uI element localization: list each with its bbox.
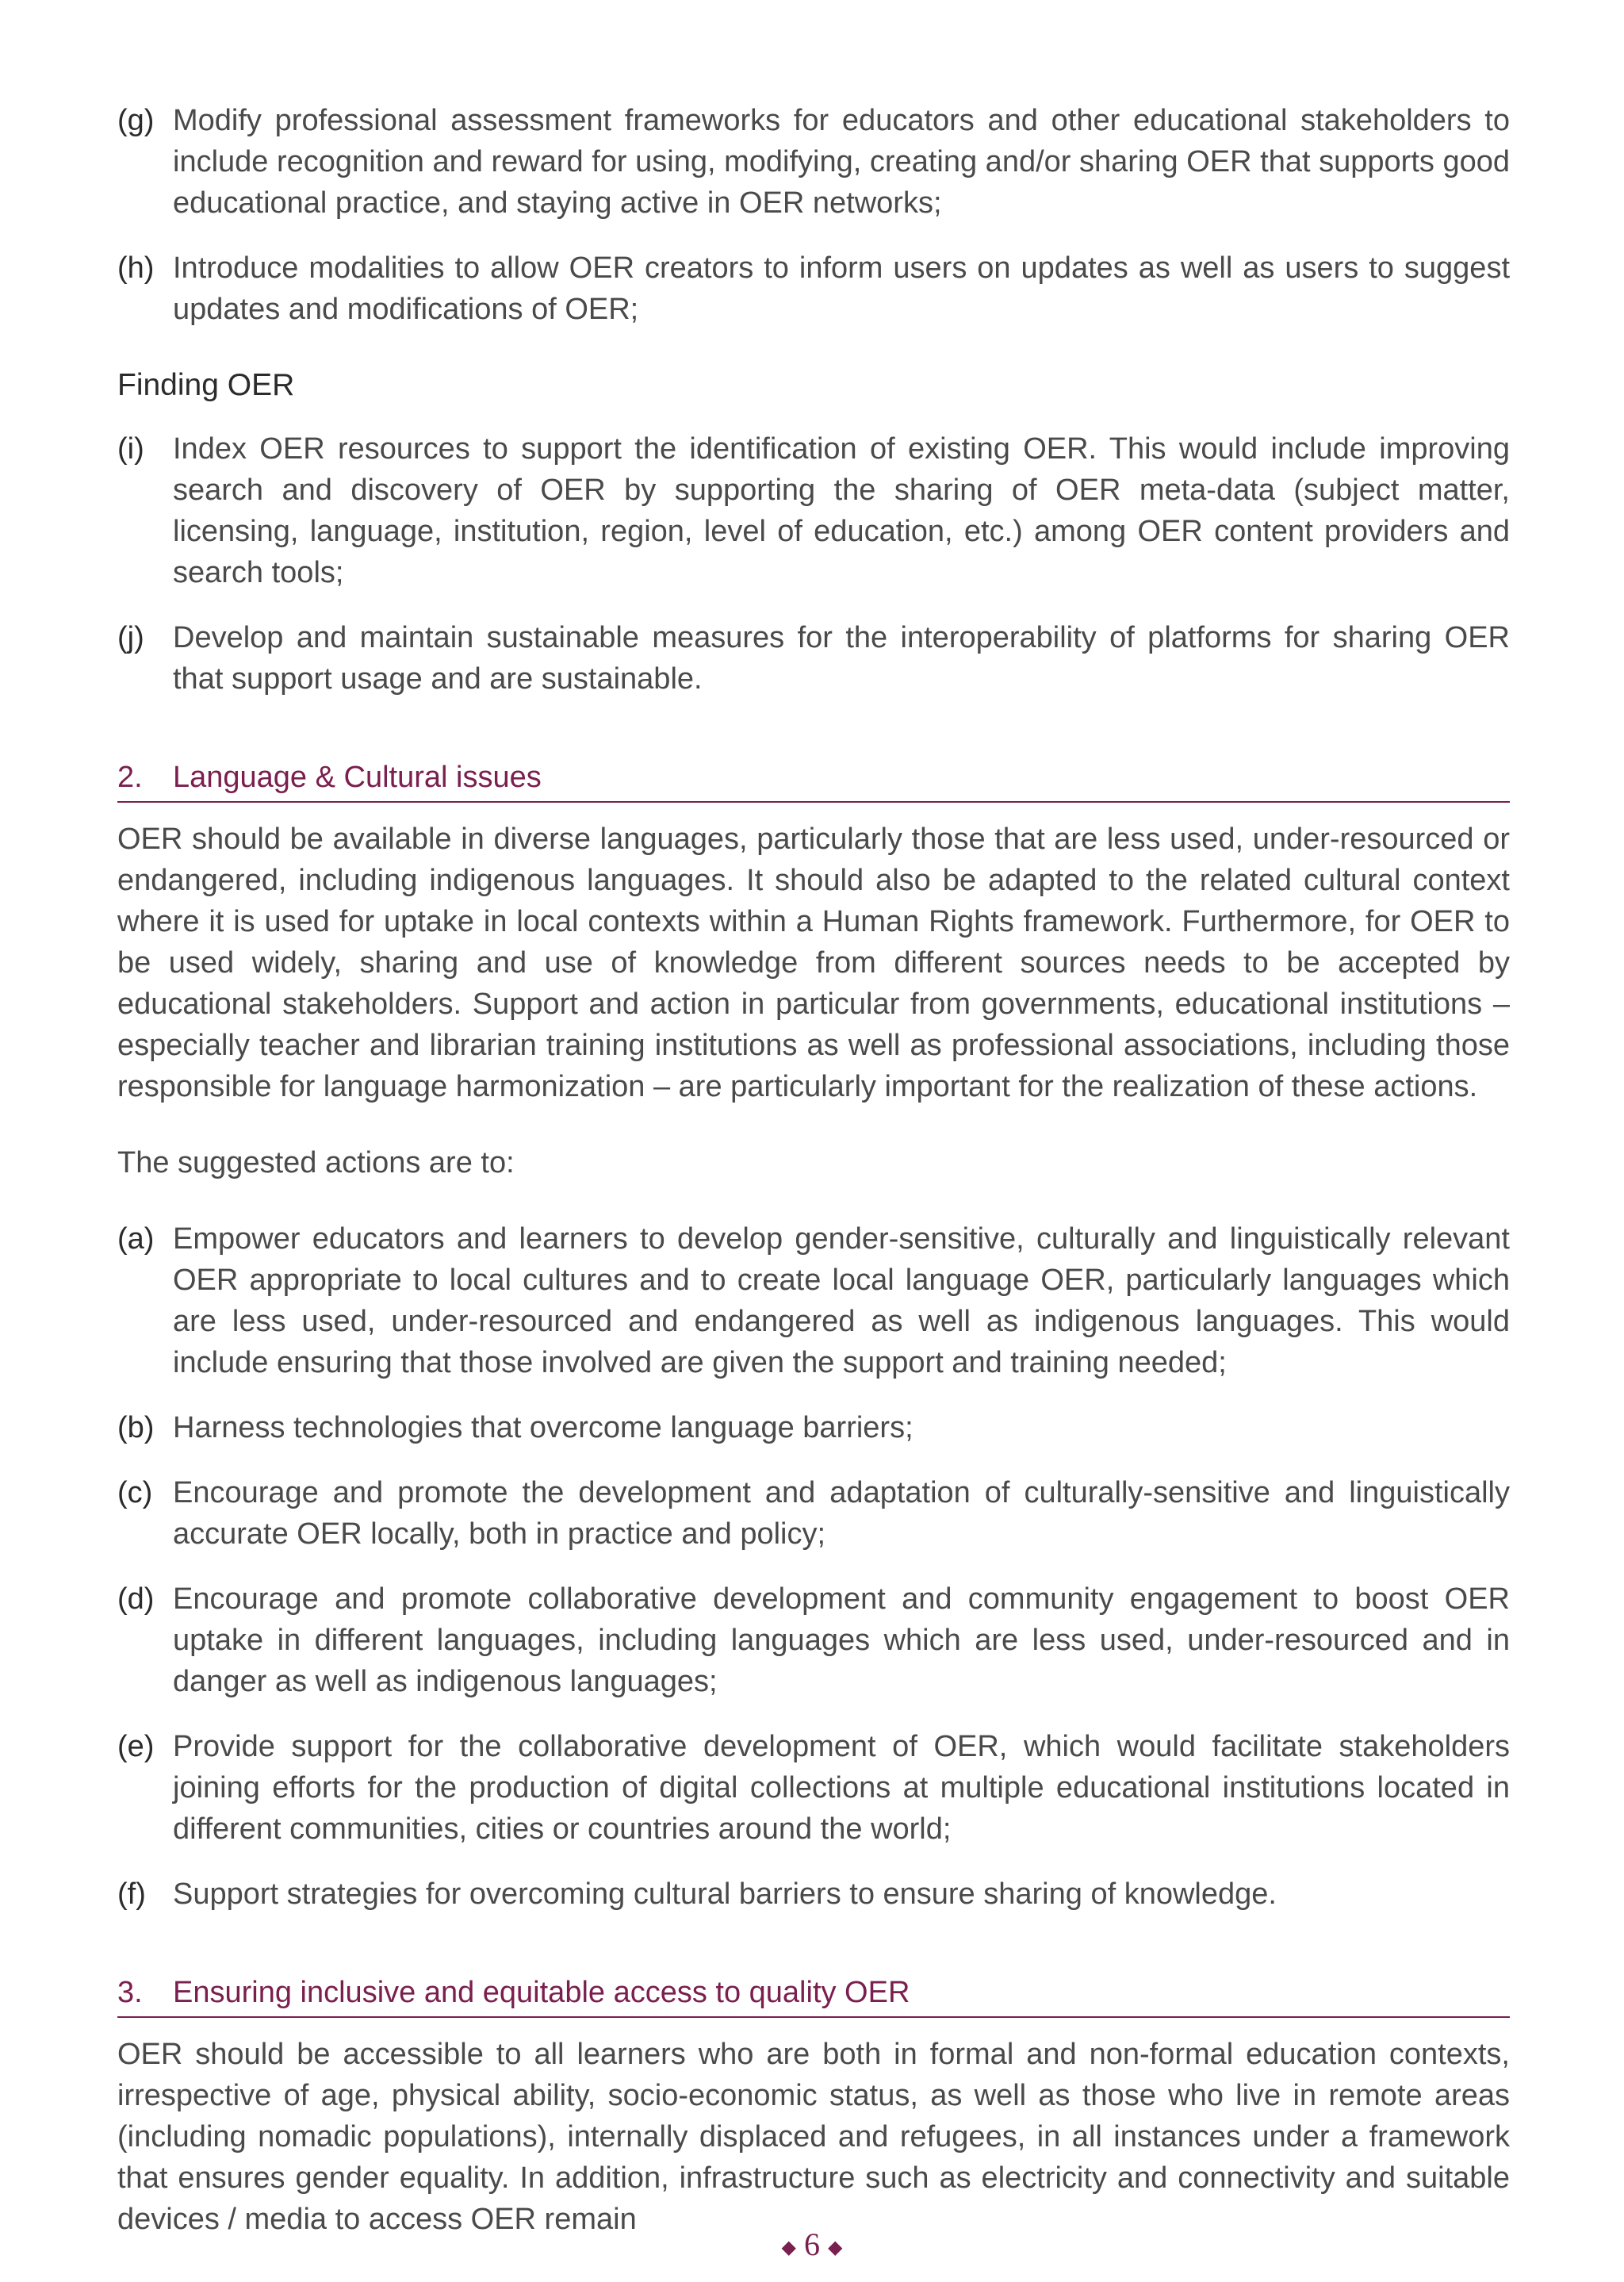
section-heading-2 <box>117 757 1510 803</box>
list-item <box>117 1726 1510 1850</box>
subheading-finding-oer: Finding OER <box>117 368 295 402</box>
item-text: Introduce modalities to allow OER creators to inform users on updates as well as users to suggest updates and modifications of OER; <box>173 251 1510 326</box>
item-text: Modify professional assessment frameworks for educators and other educational stakeholders to include recognition and reward for using, modifying, creating and/or sharing OER that supports good educational practice, and staying active in OER networks; <box>173 104 1510 220</box>
page-footer <box>0 2226 1624 2263</box>
list-item <box>117 1874 1510 1915</box>
list-item <box>117 617 1510 700</box>
item-label: (c) <box>117 1476 153 1509</box>
item-text: Index OER resources to support the identification of existing OER. This would include improving search and discovery of OER by supporting the sharing of OER meta-data (subject matter, licensing, language, institution, region, level of education, etc.) among OER content providers and search tools; <box>173 432 1510 589</box>
section-title: Language & Cultural issues <box>173 761 542 794</box>
item-label: (f) <box>117 1877 146 1911</box>
section-heading-3 <box>117 1972 1510 2018</box>
list-item <box>117 1472 1510 1555</box>
section-title: Ensuring inclusive and equitable access to quality OER <box>173 1976 910 2009</box>
document-page <box>117 100 1510 2275</box>
item-label: (h) <box>117 251 155 285</box>
item-text: Encourage and promote the development and adaptation of culturally-sensitive and linguistically accurate OER locally, both in practice and policy; <box>173 1476 1510 1551</box>
item-text: Encourage and promote collaborative development and community engagement to boost OER uptake in different languages, including languages which are less used, under-resourced and in danger as well as indigenous languages; <box>173 1582 1510 1698</box>
item-text: Harness technologies that overcome language barriers; <box>173 1411 914 1444</box>
section-paragraph: OER should be accessible to all learners who are both in formal and non-formal education contexts, irrespective of age, physical ability, socio-economic status, as well as those who live in remote areas (including nomadic populations), internally displaced and refugees, in all instances under a framework that ensures gender equality. In addition, infrastructure such as electricity and connectivity and suitable devices / media to access OER remain <box>117 2038 1510 2236</box>
item-label: (i) <box>117 432 144 466</box>
list-item <box>117 1407 1510 1448</box>
item-label: (d) <box>117 1582 155 1616</box>
list-item <box>117 1578 1510 1702</box>
item-text: Develop and maintain sustainable measures for the interoperability of platforms for sharing OER that support usage and are sustainable. <box>173 621 1510 696</box>
list-item <box>117 247 1510 330</box>
item-label: (g) <box>117 104 155 137</box>
bullet-icon: ◆ <box>828 2238 843 2259</box>
item-text: Support strategies for overcoming cultural barriers to ensure sharing of knowledge. <box>173 1877 1277 1911</box>
section-number: 2. <box>117 761 143 794</box>
section-paragraph: OER should be available in diverse languages, particularly those that are less used, under-resourced or endangered, including indigenous languages. It should also be adapted to the related cultural context where it is used for uptake in local contexts within a Human Rights framework. Furthermore, for OER to be used widely, sharing and use of knowledge from different sources needs to be accepted by educational stakeholders. Support and action in particular from governments, educational institutions – especially teacher and librarian training institutions as well as professional associations, including those responsible for language harmonization – are particularly important for the realization of these actions. <box>117 823 1510 1103</box>
section-number: 3. <box>117 1976 143 2009</box>
list-item <box>117 100 1510 224</box>
item-text: Empower educators and learners to develop gender-sensitive, culturally and linguistically relevant OER appropriate to local cultures and to create local language OER, particularly languages which are less used, under-resourced and endangered as well as indigenous languages. This would include ensuring that those involved are given the support and training needed; <box>173 1222 1510 1379</box>
item-label: (a) <box>117 1222 155 1256</box>
item-label: (e) <box>117 1730 155 1763</box>
item-text: Provide support for the collaborative development of OER, which would facilitate stakeholders joining efforts for the production of digital collections at multiple educational institutions located in different communities, cities or countries around the world; <box>173 1730 1510 1846</box>
item-label: (b) <box>117 1411 155 1444</box>
list-item <box>117 428 1510 593</box>
item-label: (j) <box>117 621 144 654</box>
page-number: 6 <box>804 2226 820 2262</box>
actions-intro: The suggested actions are to: <box>117 1146 515 1179</box>
bullet-icon: ◆ <box>781 2238 796 2259</box>
list-item <box>117 1218 1510 1383</box>
